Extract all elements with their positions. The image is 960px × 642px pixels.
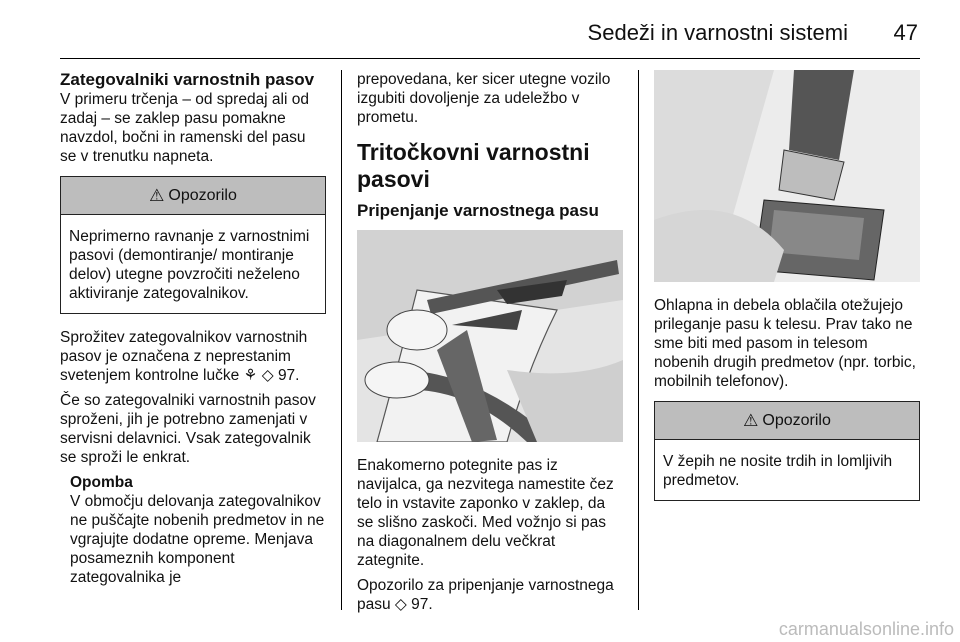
column-2 [357, 70, 623, 620]
warning-header [655, 402, 919, 440]
note-title: Opomba [70, 474, 133, 491]
page-title: Sedeži in varnostni sistemi [587, 20, 848, 45]
warning-text: V žepih ne nosite trdih in lomljivih predmetov. [663, 453, 893, 489]
warning-triangle-icon: ⚠ [743, 411, 759, 430]
column-3 [654, 70, 920, 515]
warning-triangle-icon: ⚠ [149, 186, 165, 205]
paragraph: Opozorilo za pripenjanje varnostnega pasu ◇ 97. [357, 577, 614, 613]
watermark: carmanualsonline.info [778, 619, 954, 639]
warning-title: Opozorilo [762, 412, 831, 429]
warning-box [60, 176, 326, 314]
paragraph: V primeru trčenja – od spredaj ali od zadaj – se zaklep pasu pomakne navzdol, bočni in ramenski del pasu se v trenutku napneta. [60, 91, 309, 165]
warning-text: Neprimerno ravnanje z varnostnimi pasovi (demontiranje/ montiranje delov) utegne povzročiti neželeno aktiviranje zategovalnikov. [69, 228, 310, 302]
section-heading: Tritočkovni varnostni pasovi [357, 139, 590, 192]
paragraph: Če so zategovalniki varnostnih pasov sproženi, jih je potrebno zamenjati v servisni delavnici. Vsak zategovalnik se sproži le enkrat. [60, 392, 316, 466]
page-header [60, 12, 920, 59]
paragraph: Enakomerno potegnite pas iz navijalca, ga nezvitega namestite čez telo in vstavite zaponko v zaklep, da se slišno zaskoči. Med vožnjo si pas na diagonalnem delu večkrat zategnite. [357, 457, 614, 569]
column-divider [341, 70, 342, 610]
column-1 [60, 70, 326, 587]
paragraph: Ohlapna in debela oblačila otežujejo prileganje pasu k telesu. Prav tako ne sme biti med pasom in telesom nobenih drugih predmetov (npr. torbic, mobilnih telefonov). [654, 297, 916, 390]
page-number: 47 [893, 20, 918, 45]
seatbelt-buckling-illustration [357, 230, 623, 442]
warning-title: Opozorilo [168, 187, 237, 204]
subsection-heading: Pripenjanje varnostnega pasu [357, 201, 599, 220]
section-heading: Zategovalniki varnostnih pasov [60, 70, 315, 89]
paragraph: prepovedana, ker sicer utegne vozilo izgubiti dovoljenje za udeležbo v prometu. [357, 71, 611, 126]
paragraph: Sprožitev zategovalnikov varnostnih pasov je označena z neprestanim svetenjem kontrolne lučke ⚘ ◇ 97. [60, 329, 308, 384]
note-text: V območju delovanja zategovalnikov ne puščajte nobenih predmetov in ne vgrajujte dodatne opreme. Menjava posameznih komponent zategovalnika je [70, 493, 325, 586]
note-box [70, 473, 326, 587]
column-divider [638, 70, 639, 610]
warning-box [654, 401, 920, 501]
warning-header [61, 177, 325, 215]
seatbelt-buckle-illustration [654, 70, 920, 282]
